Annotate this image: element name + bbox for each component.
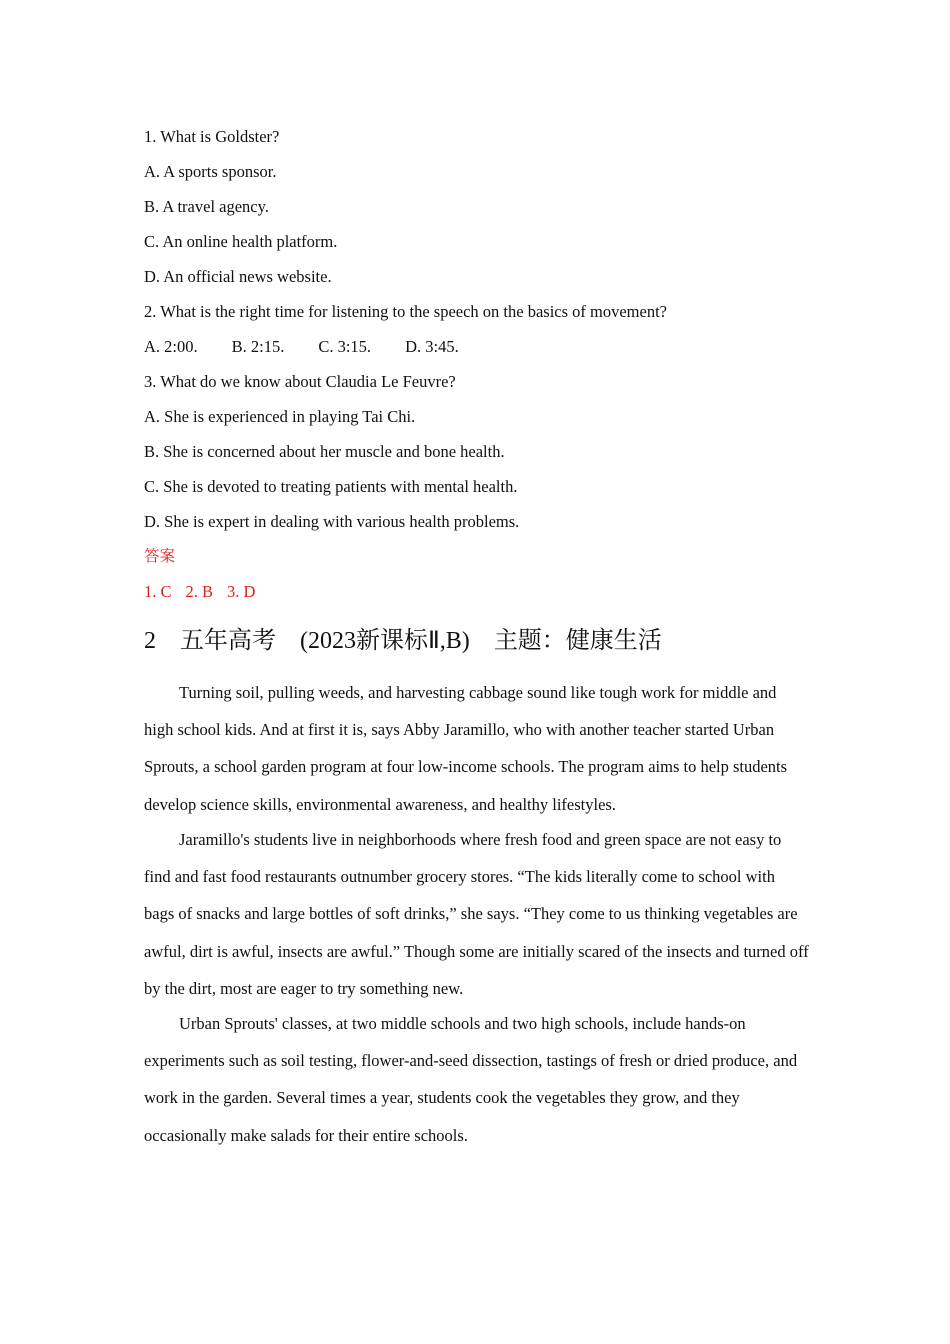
section-source: (2023新课标Ⅱ,B) — [300, 628, 470, 654]
question-2-options — [144, 337, 459, 357]
answer-keys — [144, 582, 269, 602]
answer-key-3: 3. D — [227, 582, 256, 601]
question-2-option-c: C. 3:15. — [318, 337, 372, 356]
answer-label: 答案 — [144, 547, 176, 565]
answer-key-1: 1. C — [144, 582, 172, 601]
answer-key-2: 2. B — [185, 582, 214, 601]
question-3-option-a: A. She is experienced in playing Tai Chi. — [144, 407, 416, 426]
question-2-option-b: B. 2:15. — [231, 337, 285, 356]
question-3-option-d: D. She is expert in dealing with various health problems. — [144, 512, 520, 531]
section-heading — [144, 624, 662, 657]
question-1-option-d: D. An official news website. — [144, 267, 332, 286]
passage-paragraph-2: Jaramillo's students live in neighborhoods where fresh food and green space are not easy to find and fast food restaurants outnumber grocery stores. “The kids literally come to school with bags of snacks and large bottles of soft drinks,” she says. “They come to us thinking vegetables are awful, dirt is awful, insects are awful.” Though some are initially scared of the insects and turned off by the dirt, most are eager to try something new. — [144, 830, 809, 998]
section-topic: 五年高考 — [180, 626, 276, 654]
question-2-stem: 2. What is the right time for listening to the speech on the basics of movement? — [144, 302, 667, 321]
question-1-stem: 1. What is Goldster? — [144, 127, 280, 146]
question-1-option-c: C. An online health platform. — [144, 232, 338, 251]
question-1-option-b: B. A travel agency. — [144, 197, 269, 216]
passage-paragraph-1: Turning soil, pulling weeds, and harvesting cabbage sound like tough work for middle and high school kids. And at first it is, says Abby Jaramillo, who with another teacher started Urban Sprouts, a school garden program at four low-income schools. The program aims to help students develop science skills, environmental awareness, and healthy lifestyles. — [144, 683, 788, 814]
question-2-option-d: D. 3:45. — [405, 337, 459, 356]
question-3-option-c: C. She is devoted to treating patients with mental health. — [144, 477, 518, 496]
section-number: 2 — [144, 628, 156, 654]
section-theme: 主题：健康生活 — [493, 626, 662, 654]
passage-paragraph-3: Urban Sprouts' classes, at two middle schools and two high schools, include hands-on experiments such as soil testing, flower-and-seed dissection, tastings of fresh or dried produce, and work in the garden. Several times a year, students cook the vegetables they grow, and they occasionally make salads for their entire schools. — [144, 1014, 798, 1145]
question-2-option-a: A. 2:00. — [144, 337, 198, 356]
question-3-stem: 3. What do we know about Claudia Le Feuvre? — [144, 372, 456, 391]
question-1-option-a: A. A sports sponsor. — [144, 162, 277, 181]
question-3-option-b: B. She is concerned about her muscle and bone health. — [144, 442, 505, 461]
